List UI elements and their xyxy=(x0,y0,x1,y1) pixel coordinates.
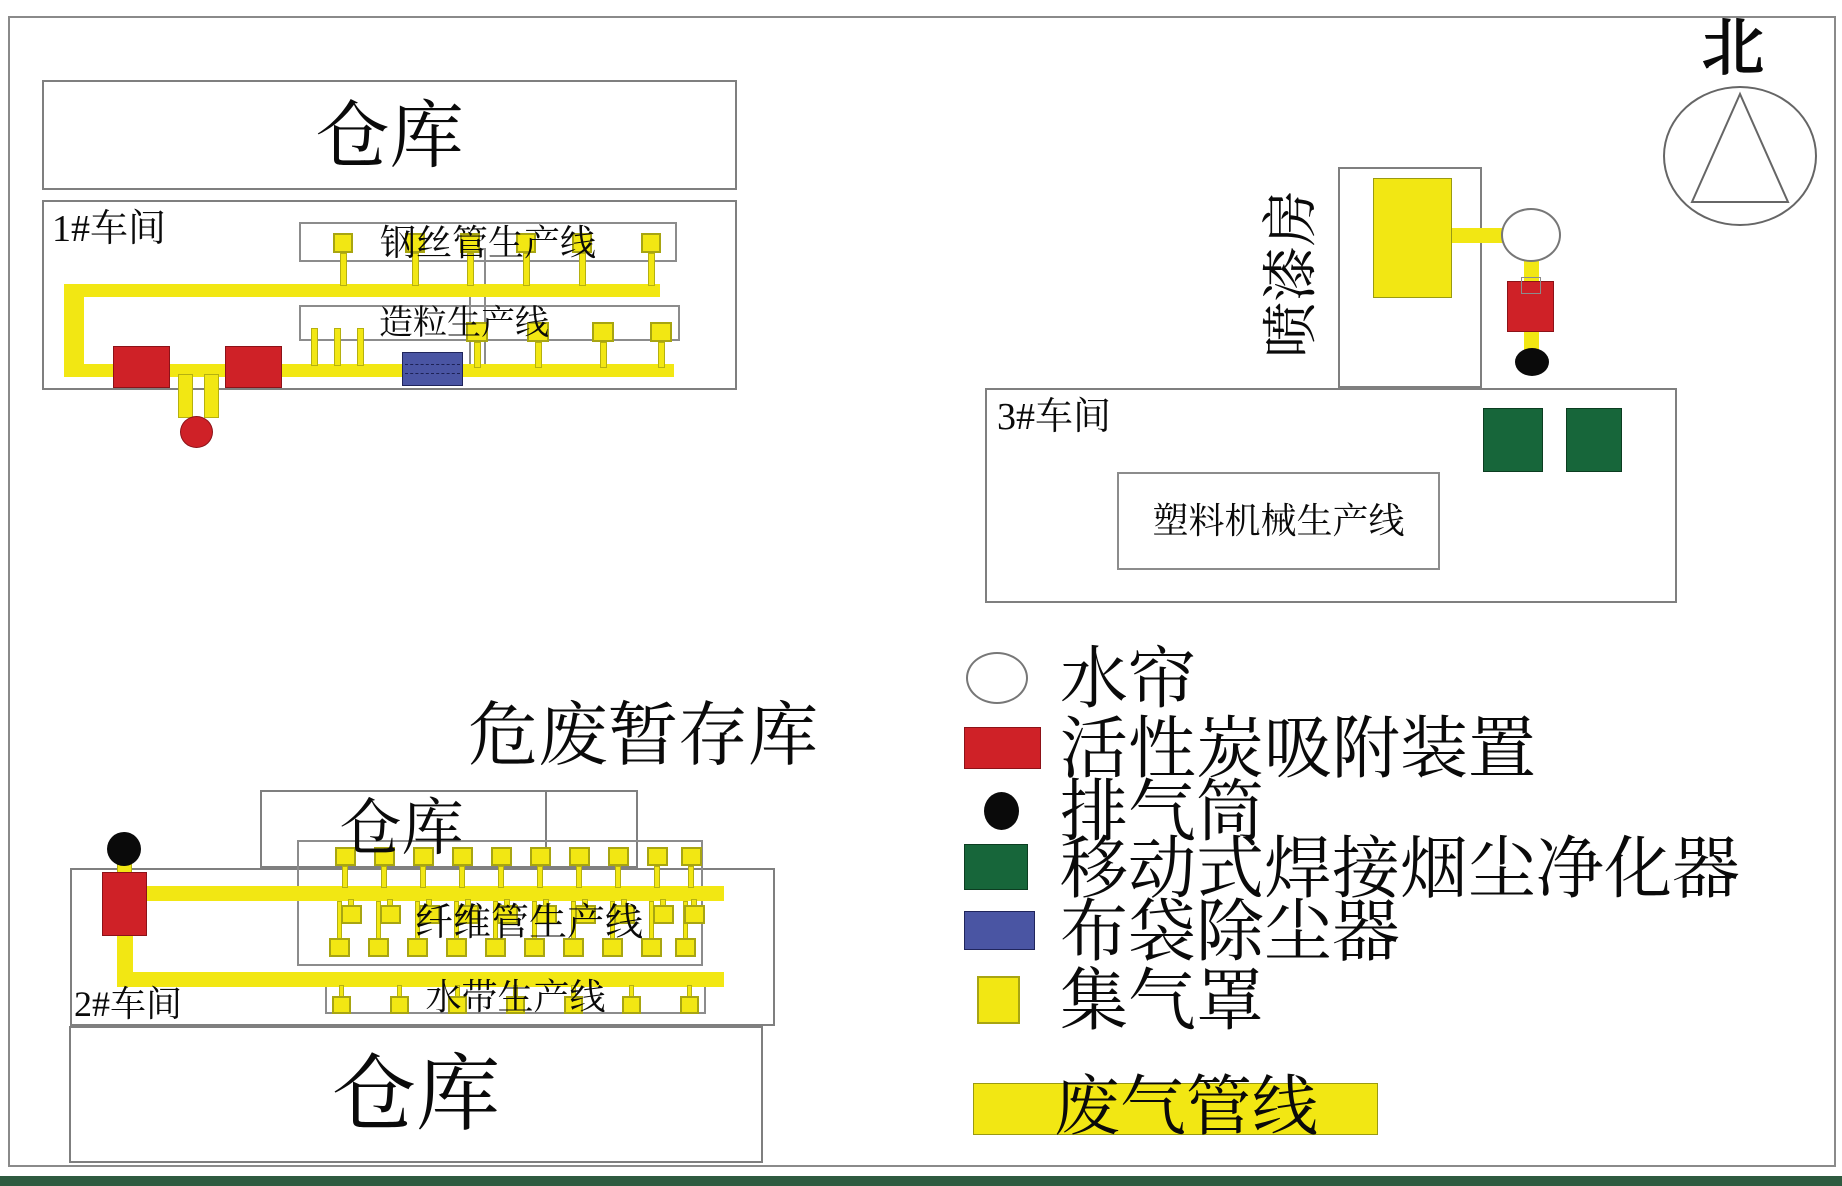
water-curtain-circle-icon xyxy=(966,652,1028,704)
hood-stem xyxy=(381,866,387,888)
hood-stem xyxy=(658,342,665,368)
gas-collection-hood xyxy=(653,905,674,924)
gas-collection-hood xyxy=(569,847,590,866)
plastic-line-label: 塑料机械生产线 xyxy=(1152,501,1405,541)
hood-stem xyxy=(654,866,660,888)
activated-carbon-unit xyxy=(113,346,170,388)
gas-collection-hood xyxy=(380,905,401,924)
gas-collection-hood xyxy=(341,905,362,924)
workshop3-label: 3#车间 xyxy=(997,396,1112,438)
legend-label: 布袋除尘器 xyxy=(1060,894,1401,970)
legend-label: 移动式焊接烟尘净化器 xyxy=(1060,831,1741,907)
hood-stem xyxy=(576,866,582,888)
ws2-upper-pipe xyxy=(140,886,724,901)
activated-carbon-unit xyxy=(225,346,282,388)
gas-collection-hood xyxy=(608,847,629,866)
welding-purifier-unit xyxy=(1566,408,1622,472)
hood-stem xyxy=(615,866,621,888)
workshop1-label: 1#车间 xyxy=(52,208,167,250)
steel-line-label: 钢丝管生产线 xyxy=(379,223,596,263)
bag-filter-unit xyxy=(402,352,463,386)
granule-line-label: 造粒生产线 xyxy=(379,305,549,342)
bag-filter-blue-rect-icon xyxy=(964,911,1035,950)
legend-label: 集气罩 xyxy=(1060,963,1265,1039)
legend-label: 水帘 xyxy=(1060,641,1197,717)
mobile-welding-purifier-green-rect-icon xyxy=(964,844,1028,890)
hood-stem xyxy=(688,866,694,888)
hood-stem xyxy=(537,866,543,888)
down-stem xyxy=(204,374,219,418)
warehouse-bottom-label: 仓库 xyxy=(331,1049,500,1142)
activated-carbon-unit xyxy=(102,872,147,936)
warehouse-top-label: 仓库 xyxy=(315,96,464,178)
gas-collection-hood xyxy=(650,322,672,342)
gas-collection-hood xyxy=(329,938,350,957)
hood-stem xyxy=(474,342,481,368)
waste-gas-pipeline-label: 废气管线 xyxy=(1054,1071,1318,1144)
gas-collection-hood xyxy=(675,938,696,957)
workshop2-label: 2#车间 xyxy=(74,984,183,1024)
hood-stem xyxy=(498,866,504,888)
compass-icon xyxy=(1663,86,1817,226)
gas-collection-hood xyxy=(647,847,668,866)
bottom-green-band xyxy=(0,1176,1842,1186)
water-curtain-circle xyxy=(1501,208,1561,262)
exhaust-stack-black-dot-icon xyxy=(984,792,1019,830)
ws1-main-pipe xyxy=(64,284,660,297)
welding-purifier-unit xyxy=(1483,408,1543,472)
legend-label: 排气筒 xyxy=(1060,774,1265,850)
hood-stem xyxy=(535,342,542,368)
hood-stem xyxy=(342,866,348,888)
hood-stem xyxy=(459,866,465,888)
exhaust-stack-dot xyxy=(107,832,141,866)
activated-carbon-red-rect-icon xyxy=(964,727,1041,769)
red-exhaust-circle xyxy=(180,416,213,448)
hose-line-label: 水带生产线 xyxy=(425,977,606,1017)
down-stem xyxy=(178,374,193,418)
gas-collection-hood xyxy=(684,905,705,924)
hood-stem xyxy=(600,342,607,368)
paint-booth-yellow-rect xyxy=(1373,178,1452,298)
paint-room-label: 喷漆房 xyxy=(1261,190,1323,358)
warehouse-mid-label: 仓库 xyxy=(339,795,464,863)
legend-label: 活性炭吸附装置 xyxy=(1060,711,1537,787)
gas-collection-hood xyxy=(681,847,702,866)
gas-hood-yellow-square-icon xyxy=(977,976,1020,1024)
gas-collection-hood xyxy=(368,938,389,957)
waste-gas-pipeline-banner xyxy=(973,1071,1378,1144)
pipe-inlet-notch xyxy=(1521,277,1541,294)
fiber-line-label: 纤维管生产线 xyxy=(414,902,643,944)
hazard-store-title: 危废暂存库 xyxy=(468,698,818,775)
exhaust-stack-dot xyxy=(1515,348,1549,376)
north-label: 北 xyxy=(1702,15,1765,83)
hood-stem xyxy=(420,866,426,888)
